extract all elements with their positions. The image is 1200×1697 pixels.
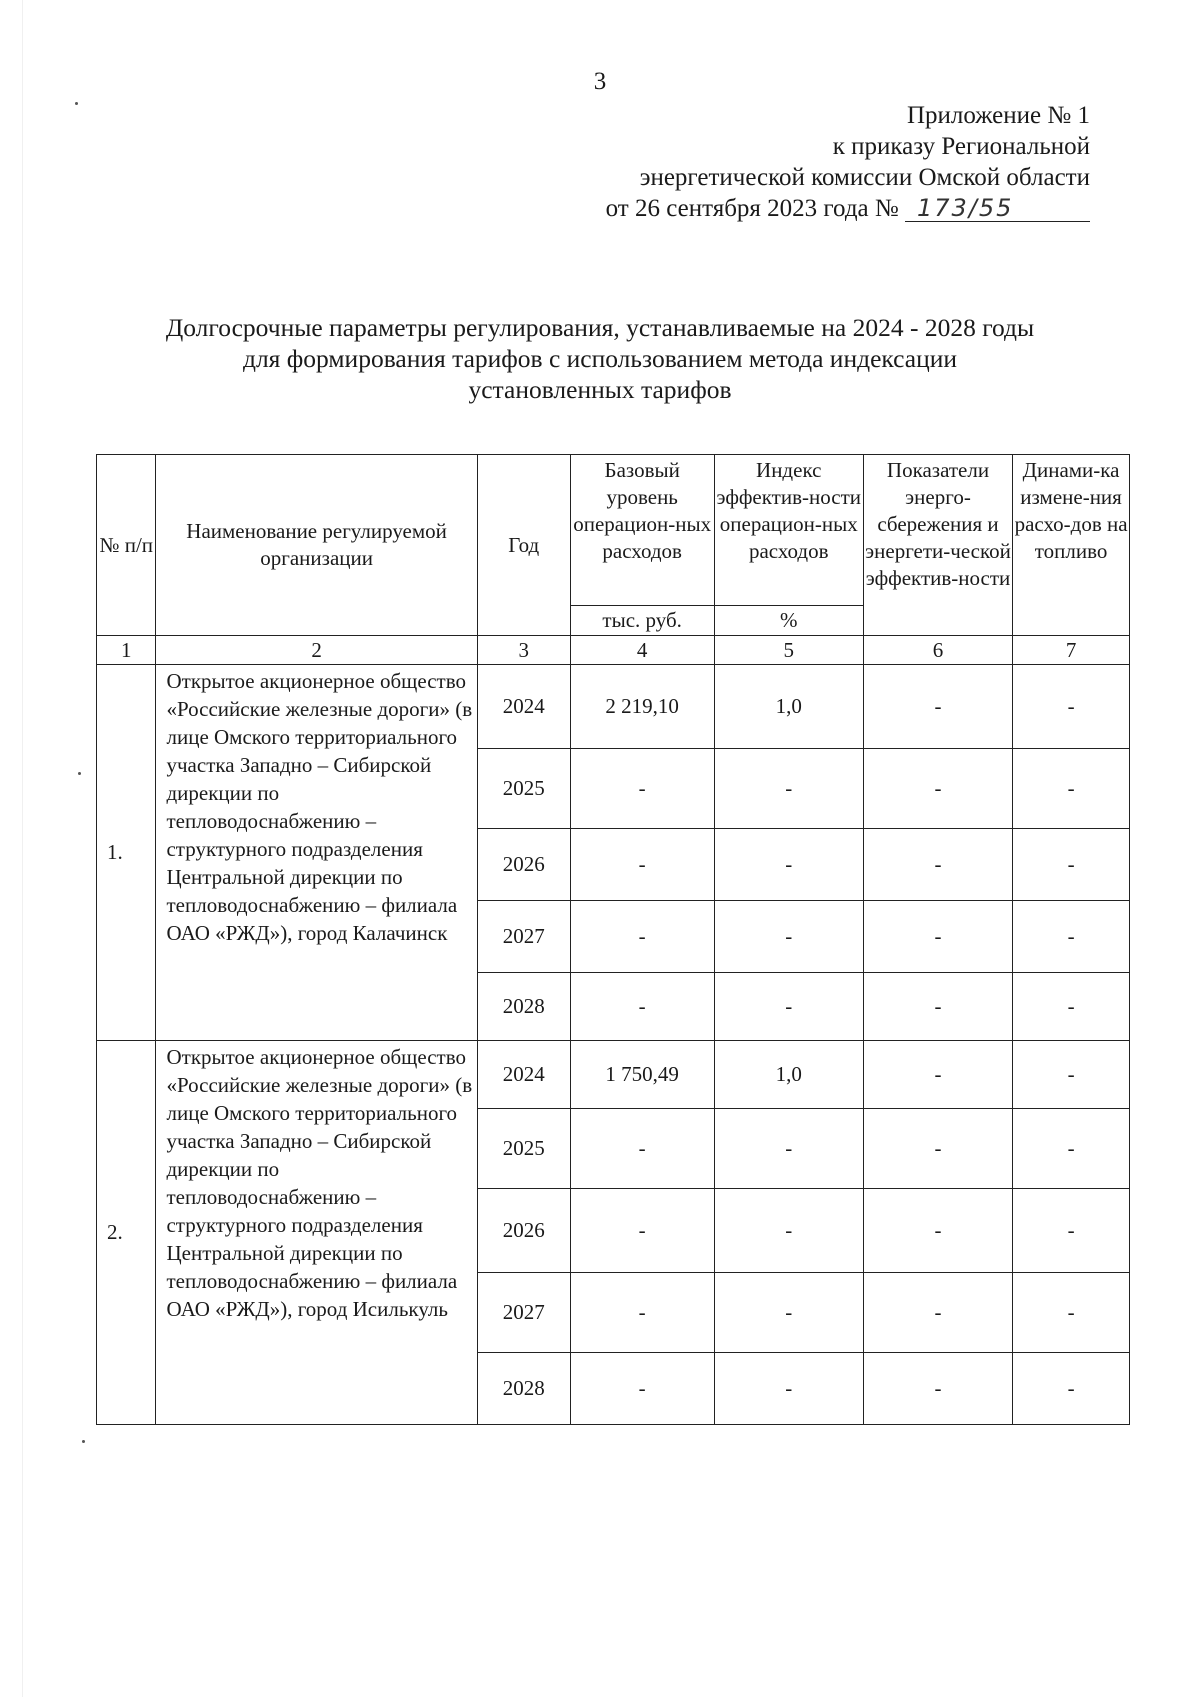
order-date: от 26 сентября 2023 года № <box>605 195 899 222</box>
scan-speck <box>75 102 78 105</box>
header-org-name: Наименование регулируемой организации <box>156 455 477 636</box>
title-line: Долгосрочные параметры регулирования, устанавливаемые на 2024 - 2028 годы <box>165 313 1035 342</box>
appendix-header <box>606 100 1090 224</box>
table-row <box>97 665 1130 749</box>
year-cell: 2027 <box>477 901 570 973</box>
fuel-cell: - <box>1013 1109 1130 1189</box>
organization-name: Открытое акционерное общество «Российские железные дороги» (в лице Омского территориального участка Западно – Сибирской дирекции по тепловодоснабжению – структурного подразделения Центральной дирекции по тепловодоснабжению – филиала ОАО «РЖД»), город Калачинск <box>156 665 477 1041</box>
title-line: для формирования тарифов с использованием метода индексации <box>242 344 958 373</box>
energy-cell: - <box>863 1273 1012 1353</box>
base-level-cell: - <box>570 1109 714 1189</box>
base-level-cell: - <box>570 973 714 1041</box>
scan-speck <box>78 772 81 775</box>
base-level-cell: - <box>570 901 714 973</box>
scan-speck <box>82 1440 85 1443</box>
year-cell: 2025 <box>477 749 570 829</box>
title-line: установленных тарифов <box>468 375 732 404</box>
column-number: 5 <box>714 636 863 665</box>
year-cell: 2027 <box>477 1273 570 1353</box>
energy-cell: - <box>863 1109 1012 1189</box>
energy-cell: - <box>863 901 1012 973</box>
index-cell: - <box>714 901 863 973</box>
fuel-cell: - <box>1013 665 1130 749</box>
appendix-line: Приложение № 1 <box>906 102 1090 129</box>
base-level-cell: - <box>570 1353 714 1425</box>
fuel-cell: - <box>1013 973 1130 1041</box>
energy-cell: - <box>863 1189 1012 1273</box>
fuel-cell: - <box>1013 1041 1130 1109</box>
year-cell: 2026 <box>477 829 570 901</box>
column-number: 4 <box>570 636 714 665</box>
index-cell: - <box>714 749 863 829</box>
year-cell: 2028 <box>477 973 570 1041</box>
year-cell: 2024 <box>477 1041 570 1109</box>
header-base-level: Базовый уровень операцион-ных расходов <box>570 455 714 606</box>
base-level-cell: - <box>570 829 714 901</box>
energy-cell: - <box>863 1041 1012 1109</box>
row-number: 2. <box>97 1041 156 1425</box>
header-year: Год <box>477 455 570 636</box>
year-cell: 2028 <box>477 1353 570 1425</box>
fuel-cell: - <box>1013 1273 1130 1353</box>
index-cell: - <box>714 1273 863 1353</box>
fuel-cell: - <box>1013 829 1130 901</box>
index-cell: - <box>714 1109 863 1189</box>
fuel-cell: - <box>1013 1189 1130 1273</box>
energy-cell: - <box>863 973 1012 1041</box>
base-level-cell: - <box>570 749 714 829</box>
header-fuel-dynamics: Динами-ка измене-ния расхо-дов на топливо <box>1013 455 1130 636</box>
index-cell: - <box>714 1353 863 1425</box>
row-number: 1. <box>97 665 156 1041</box>
column-number: 1 <box>97 636 156 665</box>
appendix-line: к приказу Региональной <box>832 133 1090 160</box>
column-number: 6 <box>863 636 1012 665</box>
parameters-table <box>96 454 1130 1425</box>
index-cell: - <box>714 1189 863 1273</box>
column-number: 7 <box>1013 636 1130 665</box>
document-title <box>80 312 1120 405</box>
year-cell: 2026 <box>477 1189 570 1273</box>
column-number: 2 <box>156 636 477 665</box>
unit-thousand-rub: тыс. руб. <box>570 606 714 636</box>
table-row <box>97 1041 1130 1109</box>
energy-cell: - <box>863 749 1012 829</box>
header-energy-saving: Показатели энерго-сбережения и энергети-ческой эффектив-ности <box>863 455 1012 636</box>
unit-percent: % <box>714 606 863 636</box>
order-number-handwritten: 173/55 <box>905 195 1090 222</box>
index-cell: - <box>714 829 863 901</box>
base-level-cell: 1 750,49 <box>570 1041 714 1109</box>
order-line <box>606 193 1090 224</box>
energy-cell: - <box>863 665 1012 749</box>
organization-name: Открытое акционерное общество «Российские железные дороги» (в лице Омского территориального участка Западно – Сибирской дирекции по тепловодоснабжению – структурного подразделения Центральной дирекции по тепловодоснабжению – филиала ОАО «РЖД»), город Исилькуль <box>156 1041 477 1425</box>
fuel-cell: - <box>1013 749 1130 829</box>
energy-cell: - <box>863 1353 1012 1425</box>
index-cell: - <box>714 973 863 1041</box>
page-number: 3 <box>593 68 607 95</box>
year-cell: 2024 <box>477 665 570 749</box>
base-level-cell: 2 219,10 <box>570 665 714 749</box>
year-cell: 2025 <box>477 1109 570 1189</box>
fuel-cell: - <box>1013 901 1130 973</box>
index-cell: 1,0 <box>714 665 863 749</box>
column-number: 3 <box>477 636 570 665</box>
fuel-cell: - <box>1013 1353 1130 1425</box>
header-num: № п/п <box>97 455 156 636</box>
header-efficiency-index: Индекс эффектив-ности операцион-ных расходов <box>714 455 863 606</box>
appendix-line: энергетической комиссии Омской области <box>639 164 1090 191</box>
energy-cell: - <box>863 829 1012 901</box>
base-level-cell: - <box>570 1273 714 1353</box>
base-level-cell: - <box>570 1189 714 1273</box>
scan-margin-line <box>22 0 23 1697</box>
index-cell: 1,0 <box>714 1041 863 1109</box>
